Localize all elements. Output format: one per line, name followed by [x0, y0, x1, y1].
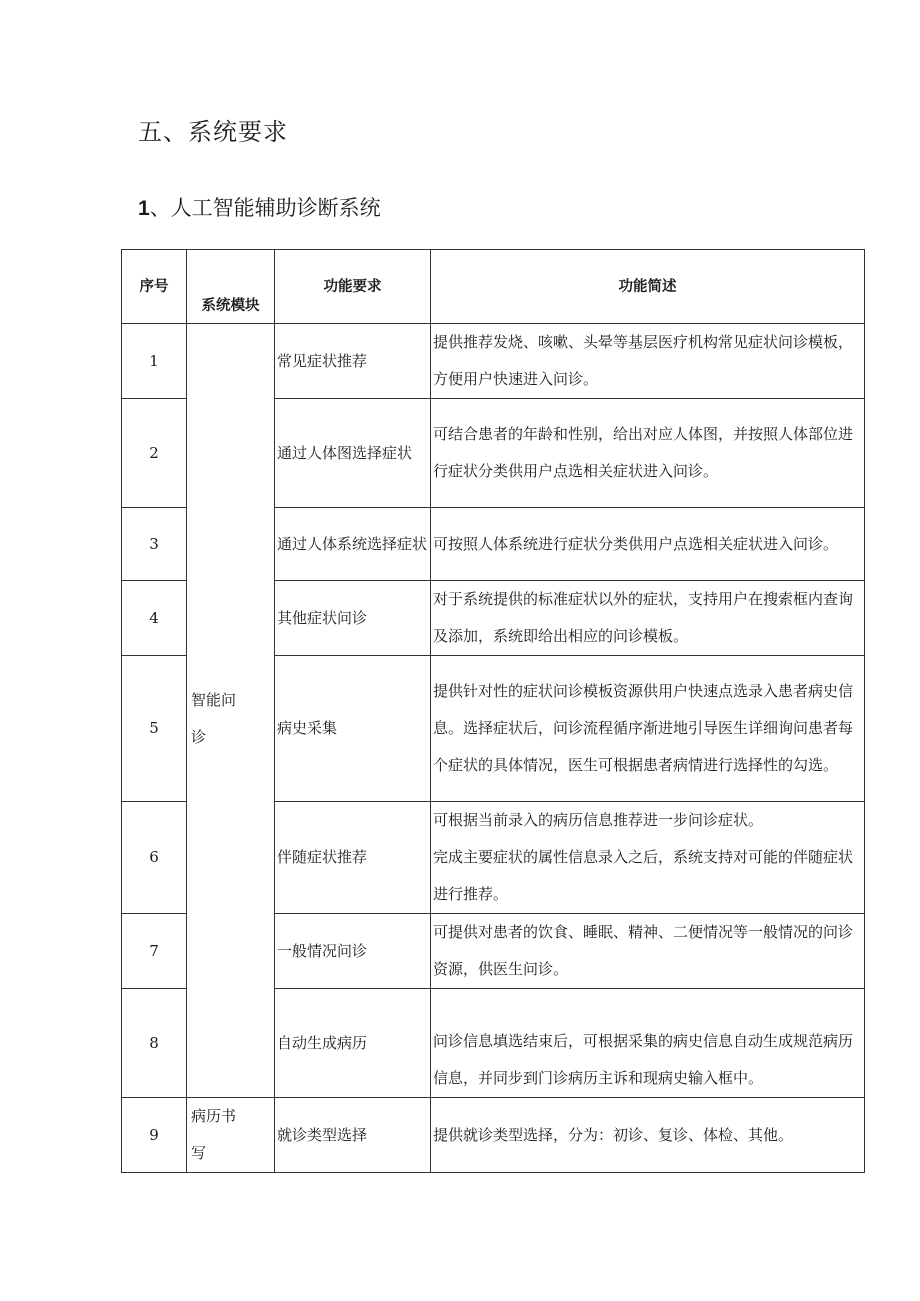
- row-function: 病史采集: [275, 656, 431, 802]
- row-description-cell: [431, 802, 865, 914]
- row-seq: 9: [122, 1098, 187, 1173]
- row-function: 自动生成病历: [275, 989, 431, 1098]
- section-title: 五、系统要求: [138, 118, 288, 146]
- row-function: 通过人体图选择症状: [275, 399, 431, 508]
- row-function: 就诊类型选择: [275, 1098, 431, 1173]
- module-name-cont: 诊: [191, 727, 207, 746]
- table-row: [122, 324, 865, 399]
- row-seq: 3: [122, 508, 187, 581]
- row-function: 伴随症状推荐: [275, 802, 431, 914]
- subsection-separator: 、: [149, 196, 171, 220]
- subsection-number: 1: [138, 197, 150, 220]
- row-seq: 6: [122, 802, 187, 914]
- row-seq: 1: [122, 324, 187, 399]
- row-description: 提供针对性的症状问诊模板资源供用户快速点选录入患者病史信息。选择症状后，问诊流程循序渐进地引导医生详细询问患者每个症状的具体情况，医生可根据患者病情进行选择性的勾选。: [431, 656, 865, 802]
- header-module: 系统模块: [187, 250, 275, 324]
- row-seq: 4: [122, 581, 187, 656]
- row-description: 可提供对患者的饮食、睡眠、精神、二便情况等一般情况的问诊资源，供医生问诊。: [431, 914, 865, 989]
- row-description: 提供就诊类型选择，分为：初诊、复诊、体检、其他。: [431, 1098, 865, 1173]
- header-seq: 序号: [122, 250, 187, 324]
- module-name-cont: 写: [191, 1144, 207, 1162]
- row-description: 完成主要症状的属性信息录入之后，系统支持对可能的伴随症状进行推荐。: [433, 848, 854, 903]
- row-seq: 2: [122, 399, 187, 508]
- module-cell: [187, 1098, 275, 1173]
- header-function: 功能要求: [275, 250, 431, 324]
- table-row: [122, 1098, 865, 1173]
- row-description: 问诊信息填选结束后，可根据采集的病史信息自动生成规范病历信息，并同步到门诊病历主诉和现病史输入框中。: [431, 989, 865, 1098]
- row-seq: 8: [122, 989, 187, 1098]
- row-function: 常见症状推荐: [275, 324, 431, 399]
- subsection-title: [138, 192, 381, 222]
- row-description: 可结合患者的年龄和性别，给出对应人体图，并按照人体部位进行症状分类供用户点选相关症状进入问诊。: [431, 399, 865, 508]
- row-description: 对于系统提供的标准症状以外的症状，支持用户在搜索框内查询及添加，系统即给出相应的问诊模板。: [431, 581, 865, 656]
- row-function: 通过人体系统选择症状: [275, 508, 431, 581]
- row-function: 一般情况问诊: [275, 914, 431, 989]
- module-name: 病历书: [191, 1107, 237, 1125]
- row-description: 可按照人体系统进行症状分类供用户点选相关症状进入问诊。: [431, 508, 865, 581]
- row-seq: 5: [122, 656, 187, 802]
- row-function: 其他症状问诊: [275, 581, 431, 656]
- table-header-row: [122, 250, 865, 324]
- row-description-line1: 可根据当前录入的病历信息推荐进一步问诊症状。: [433, 811, 764, 829]
- header-description: 功能简述: [431, 250, 865, 324]
- module-name: 智能问: [191, 690, 237, 709]
- module-cell: [187, 324, 275, 1098]
- subsection-text: 人工智能辅助诊断系统: [170, 196, 381, 220]
- row-description: 提供推荐发烧、咳嗽、头晕等基层医疗机构常见症状问诊模板，方便用户快速进入问诊。: [431, 324, 865, 399]
- requirements-table: [121, 249, 865, 1173]
- row-seq: 7: [122, 914, 187, 989]
